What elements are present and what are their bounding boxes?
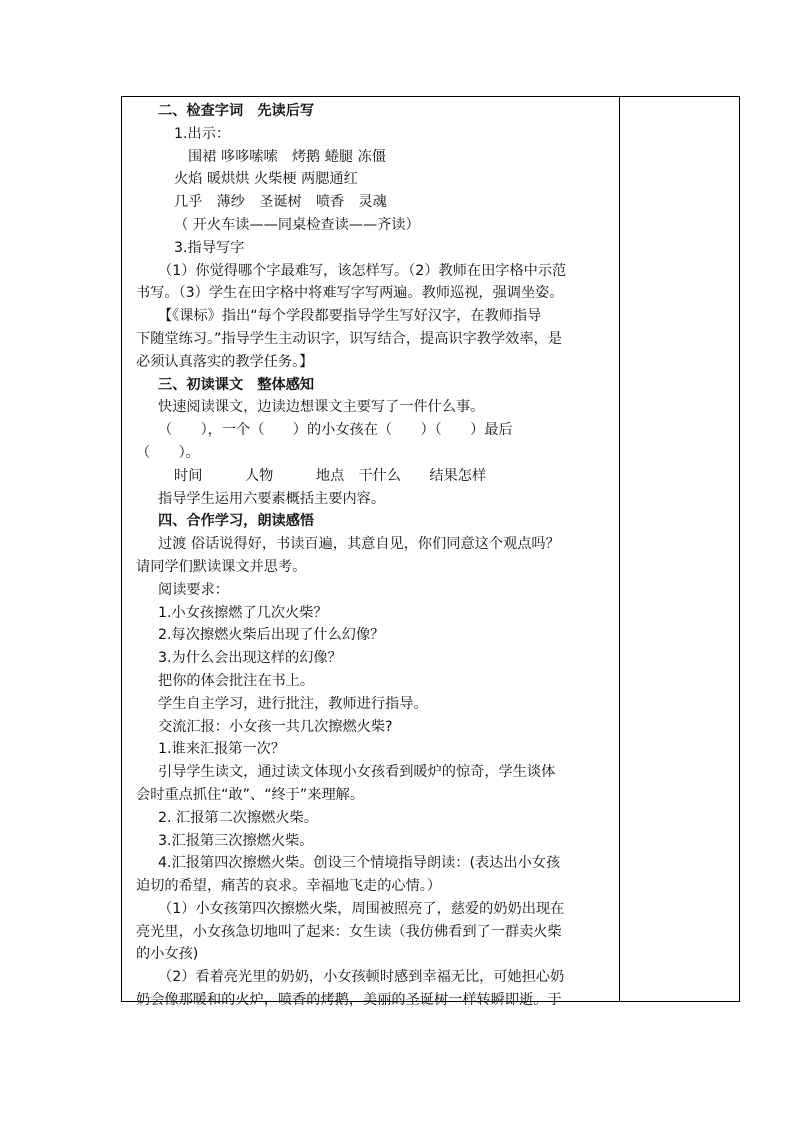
content-line: 1.出示： xyxy=(174,125,231,142)
content-line: 1.谁来汇报第一次？ xyxy=(158,741,286,758)
content-line: 围裙 哆哆嗦嗦 烤鹅 蜷腿 冻僵 xyxy=(188,148,386,165)
content-line: 2. 汇报第二次擦燃火柴。 xyxy=(158,809,318,826)
content-line: 2.每次擦燃火柴后出现了什么幻像？ xyxy=(158,627,385,644)
content-line: 3.为什么会出现这样的幻像？ xyxy=(158,650,342,667)
content-line: 学生自主学习，进行批注，教师进行指导。 xyxy=(158,695,428,712)
notes-column xyxy=(620,97,739,1001)
content-line: （1）你觉得哪个字最难写，该怎样写。（2）教师在田字格中示范 xyxy=(158,262,567,279)
content-line: 四、合作学习，朗读感悟 xyxy=(158,513,315,530)
content-line: （1）小女孩第四次擦燃火柴，周围被照亮了，慈爱的奶奶出现在 xyxy=(158,900,565,917)
content-line: 二、检查字词 先读后写 xyxy=(158,103,315,119)
content-line: 会时重点抓住“敢”、“终于”来理解。 xyxy=(136,786,365,803)
content-line: 引导学生读文，通过读文体现小女孩看到暖炉的惊奇，学生谈体 xyxy=(158,764,556,781)
content-line: 下随堂练习。”指导学生主动识字，识写结合，提高识字教学效率，是 xyxy=(136,330,562,347)
content-line: 必须认真落实的教学任务。】 xyxy=(136,353,314,370)
content-line: 把你的体会批注在书上。 xyxy=(158,672,315,689)
content-line: （2）看着亮光里的奶奶，小女孩顿时感到幸福无比，可她担心奶 xyxy=(158,969,565,986)
content-line: 的小女孩) xyxy=(136,946,199,963)
content-line: （ ），一个（ ）的小女孩在（ ）（ ）最后 xyxy=(158,422,513,439)
content-line: 4.汇报第四次擦燃火柴。创设三个情境指导朗读：(表达出小女孩 xyxy=(158,855,561,872)
content-line: 请同学们默读课文并思考。 xyxy=(136,558,307,575)
content-line: 阅读要求： xyxy=(158,581,229,598)
content-line: 快速阅读课文，边读边想课文主要写了一件什么事。 xyxy=(158,399,485,416)
lesson-content xyxy=(136,100,614,1012)
content-line: 时间 人物 地点 干什么 结果怎样 xyxy=(174,467,487,484)
content-line: 火焰 暖烘烘 火柴梗 两腮通红 xyxy=(174,171,358,188)
content-line: 【《课标》指出“每个学段都要指导学生写好汉字，在教师指导 xyxy=(158,308,542,325)
content-line: （ 开火车读——同桌检查读——齐读） xyxy=(174,216,420,233)
content-line: 亮光里，小女孩急切地叫了起来：女生读（我仿佛看到了一群卖火柴 xyxy=(136,923,562,940)
content-line: 书写。（3）学生在田字格中将难写字写两遍。教师巡视，强调坐姿。 xyxy=(136,285,564,302)
content-line: 3.汇报第三次擦燃火柴。 xyxy=(158,832,314,849)
content-line: 三、初读课文 整体感知 xyxy=(158,376,315,393)
content-line: 奶会像那暖和的火炉，喷香的烤鹅，美丽的圣诞树一样转瞬即逝。于 xyxy=(136,992,562,1009)
content-line: 指导学生运用六要素概括主要内容。 xyxy=(158,490,386,507)
lesson-plan-table xyxy=(121,96,740,1009)
content-line: 迫切的希望，痛苦的哀求。幸福地飞走的心情。） xyxy=(136,878,442,895)
content-line: （ ）。 xyxy=(136,444,200,461)
content-line: 1.小女孩擦燃了几次火柴？ xyxy=(158,604,328,621)
content-line: 3.指导写字 xyxy=(174,239,245,256)
content-line: 几乎 薄纱 圣诞树 喷香 灵魂 xyxy=(174,194,387,211)
content-line: 过渡 俗话说得好，书读百遍，其意自见，你们同意这个观点吗？ xyxy=(158,536,560,553)
content-line: 交流汇报：小女孩一共几次擦燃火柴? xyxy=(158,718,393,735)
